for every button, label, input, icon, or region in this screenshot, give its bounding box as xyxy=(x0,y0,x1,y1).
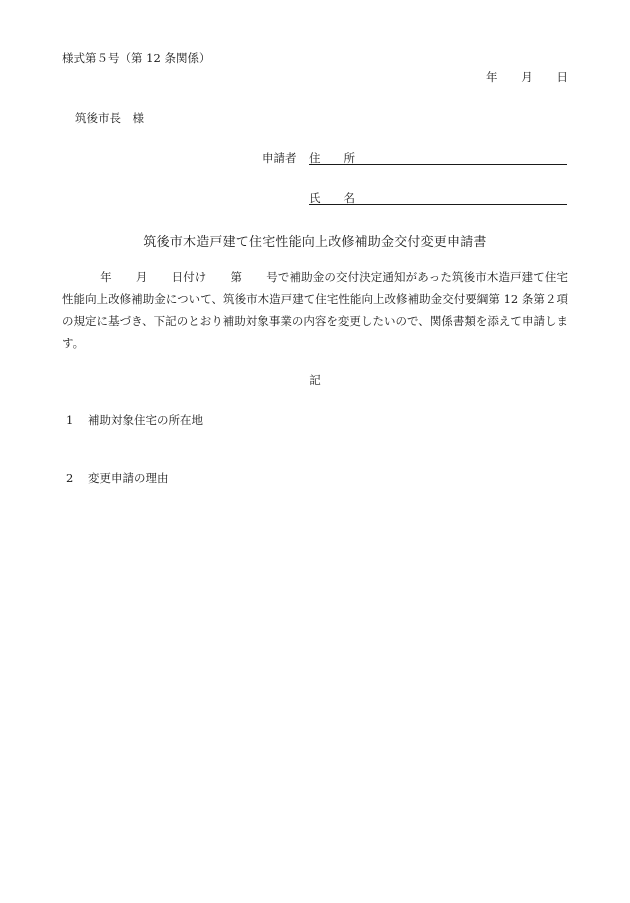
date-day: 日 xyxy=(556,70,568,84)
body-text: 号で補助金の交付決定通知があった筑後市木造戸建て住宅性能向上改修補助金について、筑後市木造戸建て住宅性能向上改修補助金交付要綱第 12 条第２項の規定に基づき、下記のとおり補助対象事業の内容を変更したいので、関係書類を添えて申請します。 xyxy=(62,270,569,350)
date-line xyxy=(486,69,568,85)
body-year: 年 xyxy=(100,270,112,284)
address-underline xyxy=(309,164,567,165)
name-underline xyxy=(309,204,567,205)
item-number: 1 xyxy=(66,413,74,427)
name-label-char-2: 名 xyxy=(343,191,355,205)
date-year: 年 xyxy=(486,70,498,84)
item-number: 2 xyxy=(66,471,74,485)
item-reason xyxy=(66,470,169,486)
name-label-char-1: 氏 xyxy=(309,191,321,205)
ki-heading: 記 xyxy=(309,373,321,387)
applicant-label: 申請者 xyxy=(262,151,297,165)
body-dated: 日付け xyxy=(171,270,207,284)
date-month: 月 xyxy=(521,70,533,84)
body-paragraph xyxy=(62,266,568,354)
item-label: 変更申請の理由 xyxy=(88,471,169,485)
document-title: 筑後市木造戸建て住宅性能向上改修補助金交付変更申請書 xyxy=(143,235,487,250)
body-month: 月 xyxy=(135,270,148,284)
form-number: 様式第５号（第 12 条関係） xyxy=(62,51,211,65)
addressee: 筑後市長 様 xyxy=(75,111,144,125)
address-label-char-2: 所 xyxy=(343,151,355,165)
body-no: 第 xyxy=(230,270,243,284)
address-label-char-1: 住 xyxy=(309,151,321,165)
item-location xyxy=(66,412,203,428)
item-label: 補助対象住宅の所在地 xyxy=(88,413,203,427)
